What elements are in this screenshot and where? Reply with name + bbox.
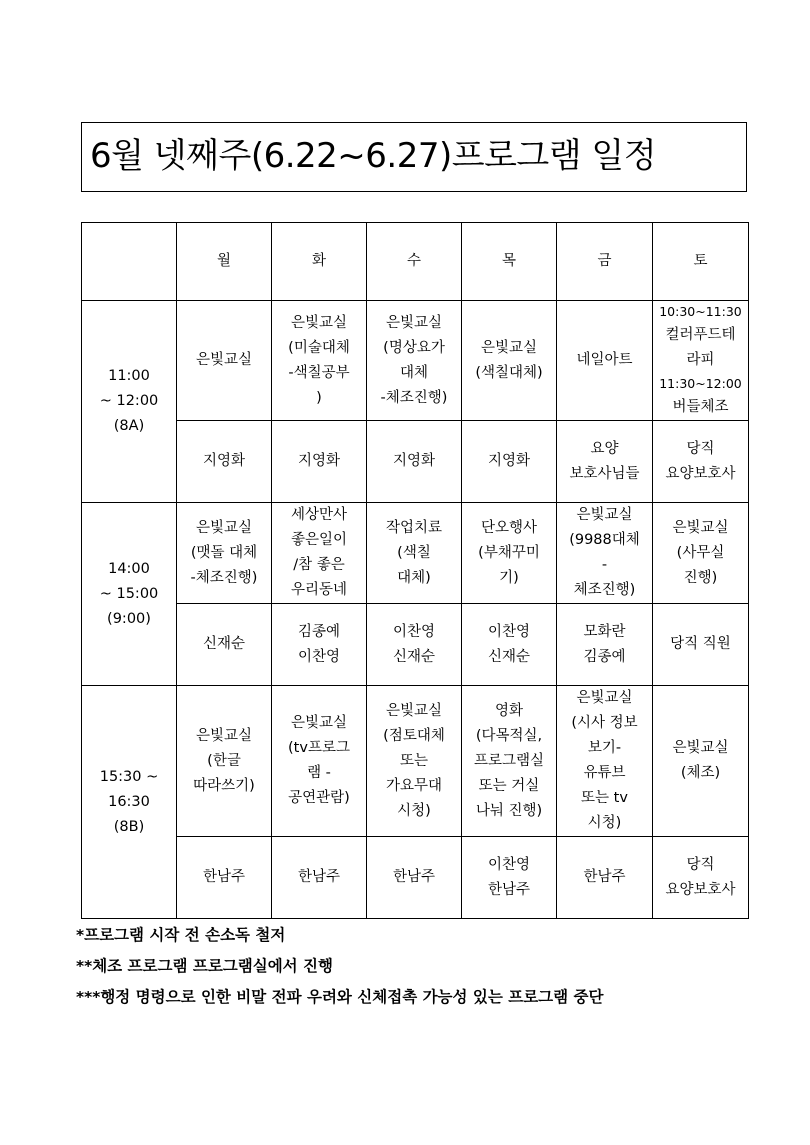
program-cell: 은빛교실 (사무실 진행): [653, 503, 749, 604]
staff-cell: 지영화: [272, 421, 367, 503]
page-title: 6월 넷째주(6.22~6.27)프로그램 일정: [90, 136, 657, 176]
staff-row-slot1: [82, 421, 749, 503]
program-row-slot1: [82, 301, 749, 421]
header-day-fri: 금: [557, 223, 653, 301]
time-cell-slot2: 14:00 ~ 15:00 (9:00): [82, 503, 177, 686]
program-cell: 은빛교실 (tv프로그 램 - 공연관람): [272, 686, 367, 837]
program-cell: 은빛교실 (체조): [653, 686, 749, 837]
staff-cell: 이찬영 신재순: [367, 604, 462, 686]
program-cell: 네일아트: [557, 301, 653, 421]
program-name-1: 컬러푸드테 라피: [665, 327, 736, 368]
staff-cell: 지영화: [177, 421, 272, 503]
program-cell: 영화 (다목적실, 프로그램실 또는 거실 나눠 진행): [462, 686, 557, 837]
program-cell: 은빛교실 (미술대체 -색칠공부 ): [272, 301, 367, 421]
program-cell: 은빛교실 (시사 정보 보기- 유튜브 또는 tv 시청): [557, 686, 653, 837]
staff-cell: 김종예 이찬영: [272, 604, 367, 686]
header-corner-cell: [82, 223, 177, 301]
program-time-1: 10:30~11:30: [659, 304, 742, 319]
schedule-table: [81, 222, 749, 919]
program-cell: 은빛교실 (한글 따라쓰기): [177, 686, 272, 837]
staff-cell: 한남주: [272, 837, 367, 919]
program-name-2: 버들체조: [672, 399, 729, 415]
staff-cell: 한남주: [177, 837, 272, 919]
staff-cell: 당직 요양보호사: [653, 837, 749, 919]
program-cell: [653, 301, 749, 421]
program-cell: 은빛교실 (명상요가 대체 -체조진행): [367, 301, 462, 421]
program-row-slot3: [82, 686, 749, 837]
staff-cell: 한남주: [367, 837, 462, 919]
staff-row-slot3: [82, 837, 749, 919]
note-program-suspension: ***행정 명령으로 인한 비말 전파 우려와 신체접촉 가능성 있는 프로그램 중단: [76, 988, 604, 1006]
staff-cell: 한남주: [557, 837, 653, 919]
program-cell: 작업치료 (색칠 대체): [367, 503, 462, 604]
staff-cell: 이찬영 한남주: [462, 837, 557, 919]
staff-cell: 당직 직원: [653, 604, 749, 686]
staff-cell: 요양 보호사님들: [557, 421, 653, 503]
note-hand-sanitize: *프로그램 시작 전 손소독 철저: [76, 926, 286, 944]
header-day-mon: 월: [177, 223, 272, 301]
staff-cell: 신재순: [177, 604, 272, 686]
program-cell: 은빛교실 (9988대체 - 체조진행): [557, 503, 653, 604]
header-day-sat: 토: [653, 223, 749, 301]
header-row: [82, 223, 749, 301]
staff-cell: 모화란 김종예: [557, 604, 653, 686]
time-cell-slot3: 15:30 ~ 16:30 (8B): [82, 686, 177, 919]
header-day-tue: 화: [272, 223, 367, 301]
staff-cell: 이찬영 신재순: [462, 604, 557, 686]
program-cell: 은빛교실 (점토대체 또는 가요무대 시청): [367, 686, 462, 837]
program-cell: 은빛교실 (색칠대체): [462, 301, 557, 421]
note-exercise-location: **체조 프로그램 프로그램실에서 진행: [76, 957, 333, 975]
header-day-thu: 목: [462, 223, 557, 301]
program-cell: 은빛교실 (맷돌 대체 -체조진행): [177, 503, 272, 604]
staff-cell: 지영화: [367, 421, 462, 503]
program-time-2: 11:30~12:00: [659, 376, 742, 391]
program-cell: 단오행사 (부채꾸미 기): [462, 503, 557, 604]
program-cell: 세상만사 좋은일이 /참 좋은 우리동네: [272, 503, 367, 604]
title-box: [81, 122, 747, 192]
time-cell-slot1: 11:00 ~ 12:00 (8A): [82, 301, 177, 503]
header-day-wed: 수: [367, 223, 462, 301]
program-row-slot2: [82, 503, 749, 604]
staff-cell: 당직 요양보호사: [653, 421, 749, 503]
program-cell: 은빛교실: [177, 301, 272, 421]
notes: [76, 920, 776, 1013]
staff-row-slot2: [82, 604, 749, 686]
staff-cell: 지영화: [462, 421, 557, 503]
